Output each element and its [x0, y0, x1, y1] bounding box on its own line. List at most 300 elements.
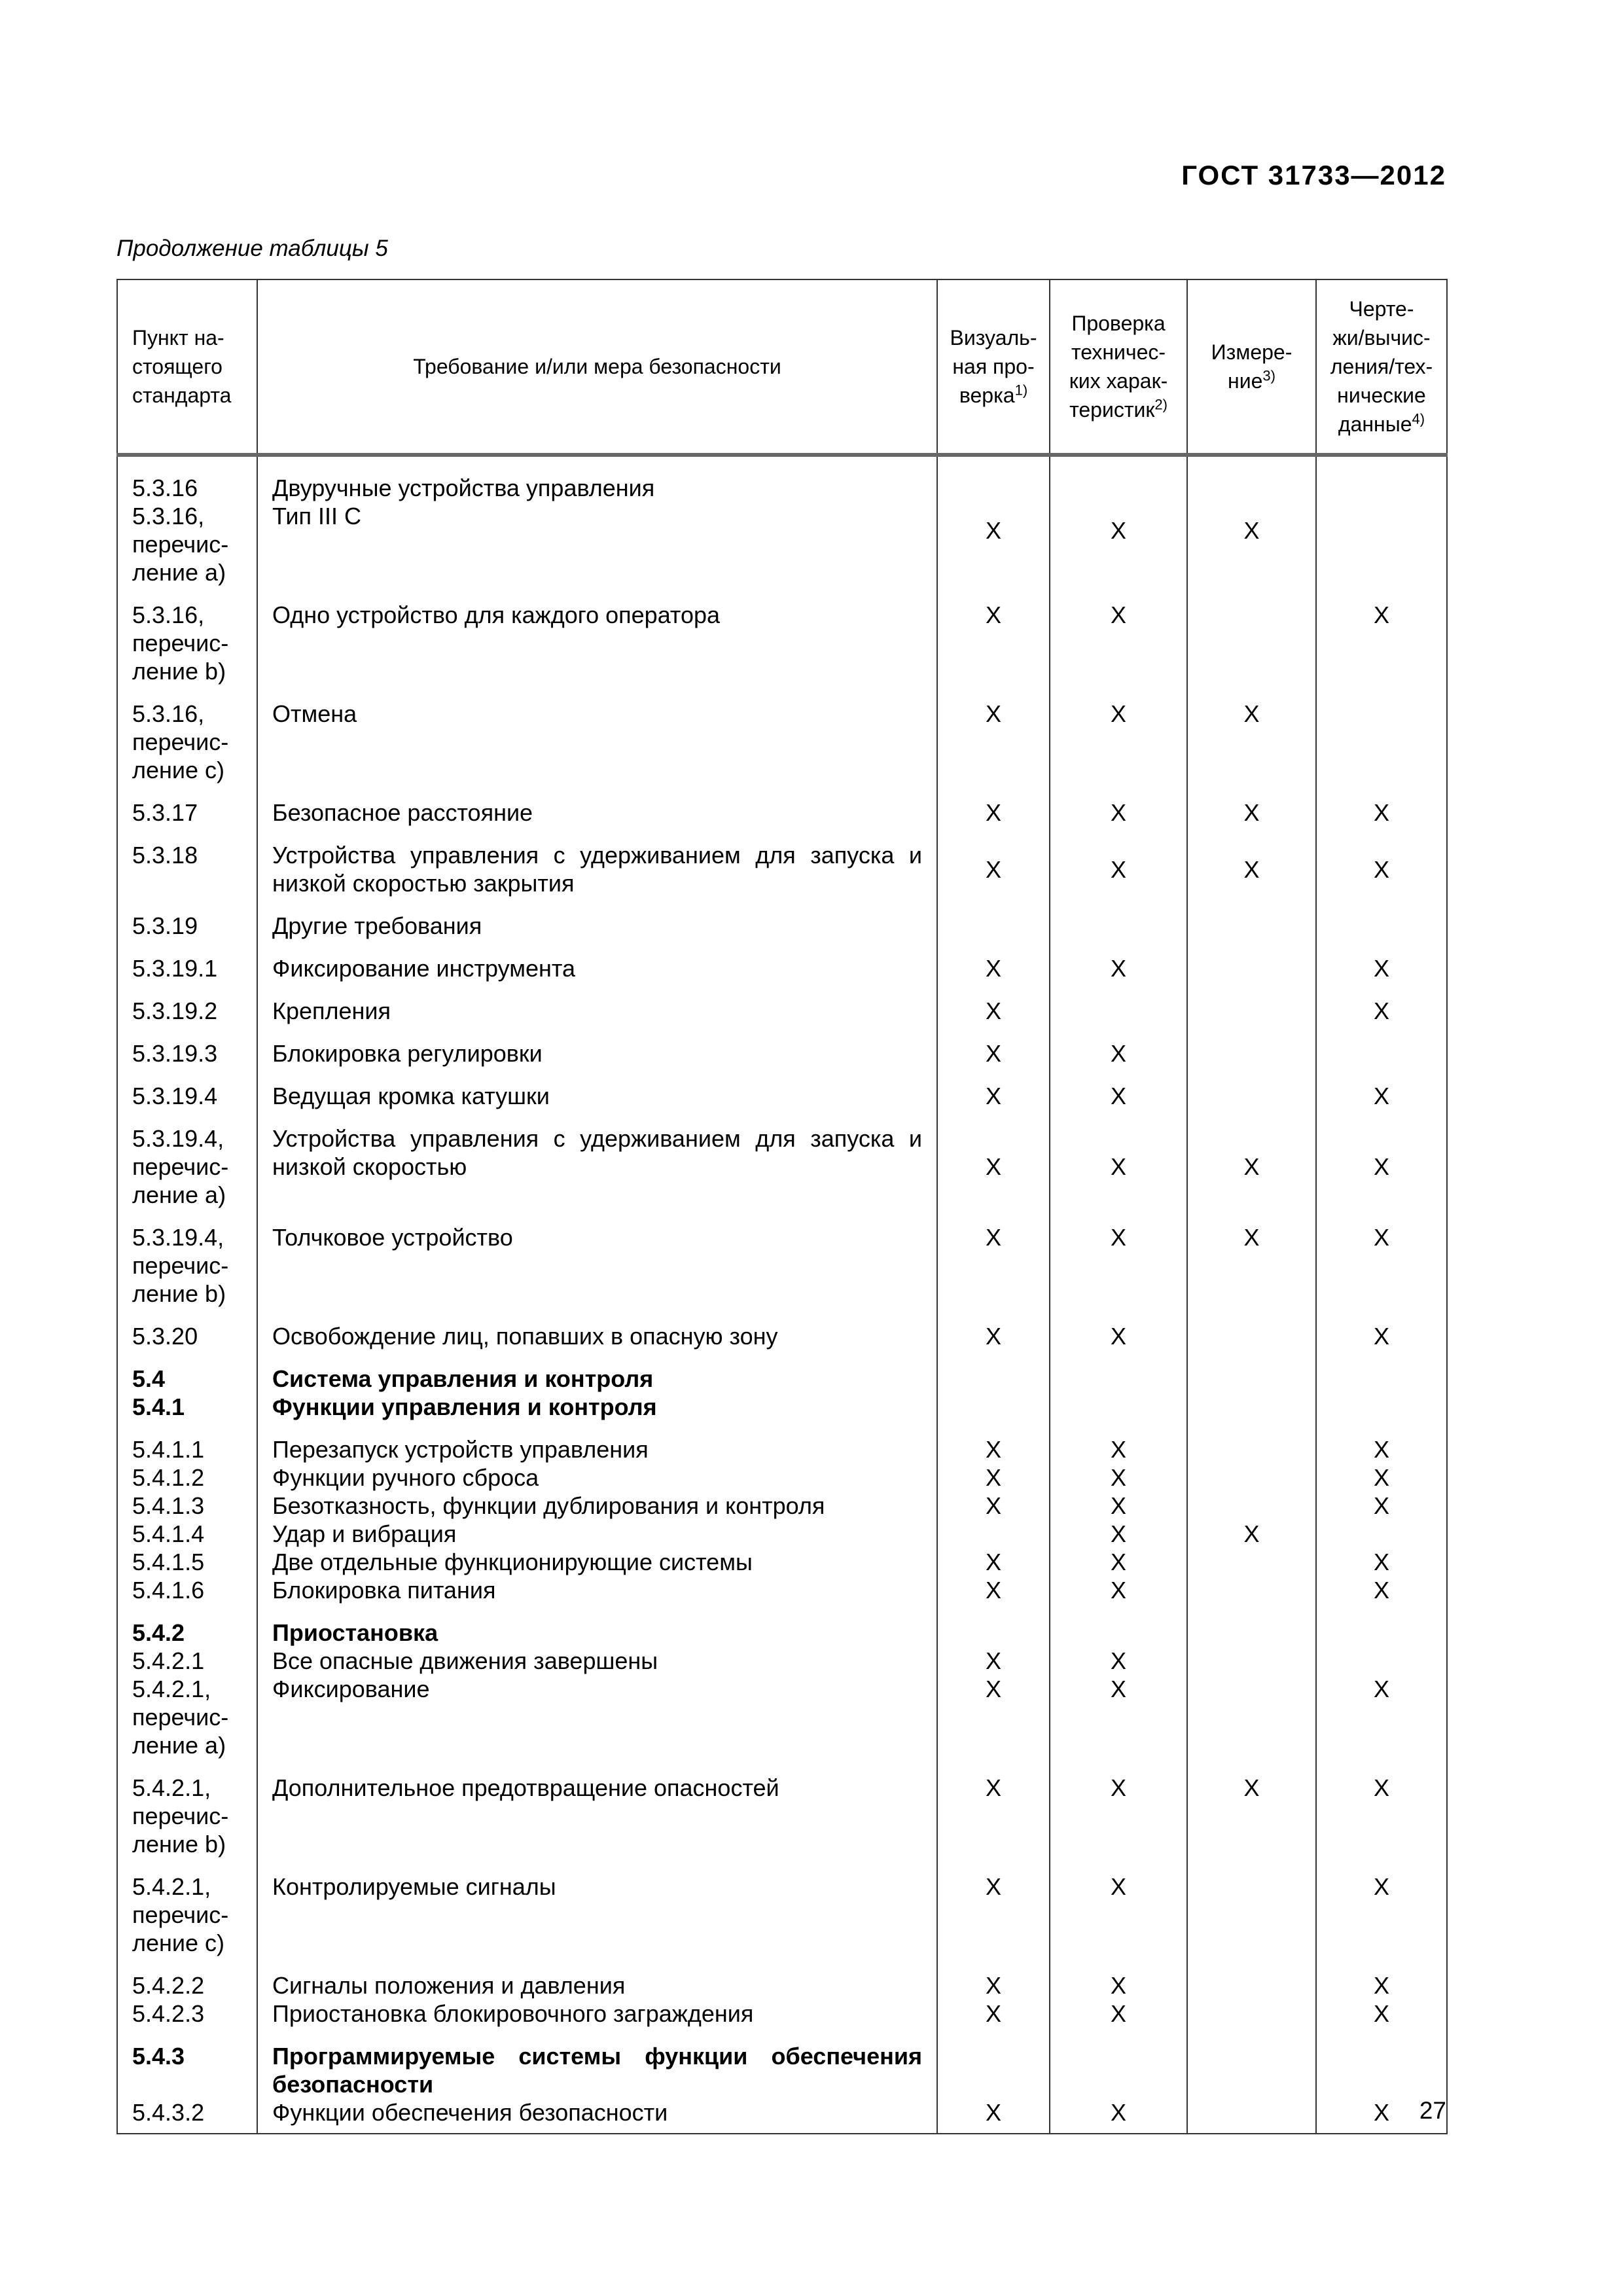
- mark-cell-c: X: [1050, 1314, 1187, 1357]
- header-measure-word: ние: [1228, 369, 1263, 393]
- clause-number: 5.4.2.2: [132, 1972, 205, 1999]
- mark-cell-c: [1050, 989, 1187, 1031]
- check-mark: X: [1373, 1577, 1389, 1604]
- mark-cell-d: X: [1316, 1314, 1447, 1357]
- mark-cell-d: X: [1316, 946, 1447, 989]
- mark-cell-m: [1187, 1074, 1316, 1117]
- clause-number: 5.3.16: [132, 475, 198, 501]
- requirement-text: Сигналы положения и давления: [272, 1972, 626, 1999]
- clause-number: ление а): [132, 1181, 226, 1208]
- header-visual-word: верка: [959, 384, 1015, 407]
- check-mark: [1188, 2070, 1315, 2098]
- table-caption: Продолжение таблицы 5: [116, 236, 388, 261]
- header-clause-line: стандарта: [132, 384, 232, 407]
- requirement-text: Удар и вибрация: [272, 1520, 457, 1547]
- clause-number: 5.4.2: [132, 1619, 185, 1646]
- requirement-cell: Безопасное расстояние: [257, 791, 937, 833]
- check-mark: X: [985, 1436, 1001, 1463]
- check-mark: [938, 1731, 1049, 1759]
- clause-number: 5.4.3.2: [132, 2099, 205, 2126]
- header-visual-line: Визуаль-: [950, 326, 1037, 350]
- mark-cell-m: X: [1187, 833, 1316, 904]
- table-row: [117, 989, 1447, 1031]
- check-mark: X: [985, 2099, 1001, 2126]
- header-tech-check: [1050, 279, 1187, 455]
- check-mark: X: [1373, 2099, 1389, 2126]
- clause-cell: [117, 2034, 257, 2134]
- mark-cell-v: X: [937, 833, 1050, 904]
- requirement-text: Функции обеспечения безопасности: [272, 2099, 668, 2126]
- clause-cell: [117, 946, 257, 989]
- clause-number: [132, 2070, 257, 2098]
- clause-number: ление b): [132, 658, 226, 685]
- mark-cell-d: X: [1316, 1215, 1447, 1314]
- clause-number: 5.4.2.1,: [132, 1774, 211, 1801]
- header-visual-line: ная про-: [952, 355, 1035, 378]
- requirement-cell: Толчковое устройство: [257, 1215, 937, 1314]
- clause-number: ление с): [132, 1929, 225, 1956]
- clause-cell: [117, 455, 257, 593]
- clause-cell: [117, 1074, 257, 1117]
- header-drawings: [1316, 279, 1447, 455]
- mark-cell-v: X: [937, 1117, 1050, 1215]
- mark-cell-d: X: [1316, 791, 1447, 833]
- clause-number: ление b): [132, 1831, 226, 1857]
- clause-cell: [117, 1031, 257, 1074]
- check-mark: [1188, 1548, 1315, 1576]
- header-clause: [117, 279, 257, 455]
- footnote-ref: 3): [1262, 367, 1275, 384]
- check-mark: [1188, 1647, 1315, 1675]
- check-mark: X: [1110, 1972, 1126, 1999]
- mark-cell-v: [937, 2034, 1050, 2134]
- mark-cell-c: X: [1050, 946, 1187, 989]
- header-tech-line: техничес-: [1071, 340, 1166, 364]
- clause-cell: [117, 791, 257, 833]
- clause-number: ление а): [132, 1732, 226, 1759]
- check-mark: [1317, 2042, 1446, 2070]
- requirement-text: Безотказность, функции дублирования и контроля: [272, 1492, 825, 1519]
- clause-cell: [117, 593, 257, 692]
- check-mark: [1050, 1731, 1186, 1759]
- check-mark: X: [985, 1549, 1001, 1575]
- mark-cell-d: [1316, 1611, 1447, 1766]
- table-row: [117, 1357, 1447, 1427]
- mark-cell-m: [1187, 1427, 1316, 1611]
- mark-cell-d: X: [1316, 1074, 1447, 1117]
- mark-cell-v: X: [937, 593, 1050, 692]
- check-mark: X: [1110, 1464, 1126, 1491]
- clause-number: перечис-: [132, 630, 229, 656]
- table-row: [117, 1964, 1447, 2034]
- clause-number: 5.3.16,: [132, 700, 205, 727]
- clause-number: 5.4.1.5: [132, 1549, 205, 1575]
- mark-cell-v: X: [937, 791, 1050, 833]
- check-mark: X: [1110, 1676, 1126, 1702]
- mark-cell-c: [1050, 904, 1187, 946]
- table-header-row: [117, 279, 1447, 455]
- mark-cell-m: X: [1187, 1215, 1316, 1314]
- requirement-text: Программируемые системы функции обеспечения безопасности: [272, 2043, 922, 2098]
- mark-cell-m: [1187, 1314, 1316, 1357]
- requirement-cell: [257, 1611, 937, 1766]
- mark-cell-c: [1050, 1964, 1187, 2034]
- requirement-text: Тип III С: [272, 503, 362, 529]
- mark-cell-m: [1187, 989, 1316, 1031]
- header-drawings-line: Черте-: [1349, 297, 1414, 321]
- check-mark: X: [985, 1972, 1001, 1999]
- table-row: [117, 455, 1447, 593]
- mark-cell-v: X: [937, 1215, 1050, 1314]
- check-mark: [938, 2070, 1049, 2098]
- mark-cell-m: [1187, 1865, 1316, 1964]
- check-mark: [938, 1619, 1049, 1647]
- requirement-text: [272, 1703, 922, 1731]
- mark-cell-d: [1316, 692, 1447, 791]
- check-mark: X: [1373, 1549, 1389, 1575]
- requirement-cell: Освобождение лиц, попавших в опасную зону: [257, 1314, 937, 1357]
- mark-cell-c: X: [1050, 1766, 1187, 1865]
- page-number: 27: [1419, 2097, 1446, 2124]
- check-mark: [1188, 1703, 1315, 1731]
- mark-cell-v: X: [937, 1031, 1050, 1074]
- mark-cell-d: [1316, 455, 1447, 593]
- mark-cell-d: [1316, 904, 1447, 946]
- check-mark: [1188, 1435, 1315, 1463]
- check-mark: [1188, 1675, 1315, 1703]
- mark-cell-c: X: [1050, 1215, 1187, 1314]
- clause-number: перечис-: [132, 1704, 229, 1731]
- clause-cell: [117, 1215, 257, 1314]
- mark-cell-c: X: [1050, 791, 1187, 833]
- table-row: [117, 946, 1447, 989]
- clause-number: 5.4.1.6: [132, 1577, 205, 1604]
- mark-cell-m: [1187, 904, 1316, 946]
- table-row: [117, 1031, 1447, 1074]
- requirement-cell: [257, 455, 937, 593]
- header-clause-line: Пункт на-: [132, 326, 224, 350]
- clause-number: перечис-: [132, 531, 229, 558]
- table-row: [117, 1766, 1447, 1865]
- clause-number: 5.4.2.1: [132, 1647, 205, 1674]
- check-mark: [1317, 1520, 1446, 1548]
- header-clause-line: стоящего: [132, 355, 223, 378]
- table-row: [117, 1314, 1447, 1357]
- check-mark: [1317, 1619, 1446, 1647]
- mark-cell-c: [1050, 1357, 1187, 1427]
- mark-cell-c: [1050, 2034, 1187, 2134]
- clause-number: 5.4.2.3: [132, 2000, 205, 2027]
- clause-number: 5.4.1.3: [132, 1492, 205, 1519]
- clause-number: ление с): [132, 757, 225, 783]
- table-row: [117, 692, 1447, 791]
- requirement-cell: Ведущая кромка катушки: [257, 1074, 937, 1117]
- clause-number: 5.4.1.4: [132, 1520, 205, 1547]
- mark-cell-d: X: [1316, 593, 1447, 692]
- mark-cell-m: X: [1187, 791, 1316, 833]
- mark-cell-v: X: [937, 1766, 1050, 1865]
- mark-cell-d: [1316, 1357, 1447, 1427]
- check-mark: [1050, 1619, 1186, 1647]
- clause-number: 5.3.19.4: [132, 1083, 218, 1109]
- clause-number: 5.3.16,: [132, 503, 205, 529]
- check-mark: [1050, 2070, 1186, 2098]
- check-mark: X: [1110, 1549, 1126, 1575]
- check-mark: [1050, 1703, 1186, 1731]
- clause-number: перечис-: [132, 728, 229, 755]
- mark-cell-d: [1316, 1031, 1447, 1074]
- requirement-cell: Другие требования: [257, 904, 937, 946]
- clause-cell: [117, 692, 257, 791]
- mark-cell-d: X: [1316, 1865, 1447, 1964]
- header-requirement: Требование и/или мера безопасности: [257, 279, 937, 455]
- mark-cell-m: [1187, 1031, 1316, 1074]
- check-mark: [1188, 1731, 1315, 1759]
- mark-cell-c: X: [1050, 1074, 1187, 1117]
- mark-cell-v: X: [937, 946, 1050, 989]
- mark-cell-m: [1187, 1357, 1316, 1427]
- check-mark: X: [1110, 2000, 1126, 2027]
- check-mark: [938, 2042, 1049, 2070]
- mark-cell-d: X: [1316, 1117, 1447, 1215]
- requirement-cell: [257, 1964, 937, 2034]
- mark-cell-v: [937, 904, 1050, 946]
- document-code: ГОСТ 31733—2012: [1181, 160, 1446, 190]
- mark-cell-v: [937, 1357, 1050, 1427]
- check-mark: X: [1110, 1520, 1126, 1547]
- mark-cell-c: X: [1050, 833, 1187, 904]
- table-row: [117, 791, 1447, 833]
- mark-cell-v: [937, 1611, 1050, 1766]
- mark-cell-v: X: [937, 1314, 1050, 1357]
- clause-cell: [117, 904, 257, 946]
- check-mark: [938, 1703, 1049, 1731]
- mark-cell-v: [937, 1427, 1050, 1611]
- requirement-cell: Фиксирование инструмента: [257, 946, 937, 989]
- requirement-text: Система управления и контроля: [272, 1365, 654, 1392]
- table-row: [117, 2034, 1447, 2134]
- clause-number: 5.3.19: [132, 912, 198, 939]
- clause-number: 5.3.19.1: [132, 955, 218, 982]
- check-mark: [1317, 2070, 1446, 2098]
- check-mark: [1188, 1576, 1315, 1604]
- clause-cell: [117, 1766, 257, 1865]
- table-row: [117, 1215, 1447, 1314]
- mark-cell-c: X: [1050, 1117, 1187, 1215]
- table-row: [117, 1865, 1447, 1964]
- mark-cell-c: [1050, 1611, 1187, 1766]
- table-row: [117, 1117, 1447, 1215]
- clause-number: перечис-: [132, 1901, 229, 1928]
- requirement-cell: Устройства управления с удерживанием для запуска и низкой скоростью: [257, 1117, 937, 1215]
- header-drawings-word: данные: [1338, 412, 1412, 436]
- requirement-cell: Контролируемые сигналы: [257, 1865, 937, 1964]
- header-measure-line: [1192, 367, 1311, 395]
- requirement-cell: Одно устройство для каждого оператора: [257, 593, 937, 692]
- requirement-text: Функции ручного сброса: [272, 1464, 539, 1491]
- check-mark: [1188, 1463, 1315, 1492]
- check-mark: [938, 1520, 1049, 1548]
- clause-number: 5.4.3: [132, 2043, 185, 2070]
- mark-cell-m: X: [1187, 1117, 1316, 1215]
- clause-number: перечис-: [132, 1252, 229, 1279]
- check-mark: X: [1110, 1492, 1126, 1519]
- mark-cell-c: X: [1050, 1865, 1187, 1964]
- table-row: [117, 593, 1447, 692]
- check-mark: X: [1110, 2099, 1126, 2126]
- header-drawings-line: жи/вычис-: [1332, 326, 1431, 350]
- check-mark: [1188, 2000, 1315, 2028]
- check-mark: X: [1373, 1436, 1389, 1463]
- clause-number: 5.4: [132, 1365, 166, 1392]
- mark-cell-m: [1187, 1611, 1316, 1766]
- table-row: [117, 1074, 1447, 1117]
- requirement-text: Приостановка блокировочного заграждения: [272, 2000, 754, 2027]
- clause-number: 5.3.19.3: [132, 1040, 218, 1067]
- check-mark: X: [985, 1676, 1001, 1702]
- footnote-ref: 4): [1412, 410, 1425, 427]
- requirement-text: Фиксирование: [272, 1676, 430, 1702]
- mark-cell-v: X: [937, 455, 1050, 593]
- check-mark: [1188, 2042, 1315, 2070]
- clause-number: перечис-: [132, 1153, 229, 1180]
- clause-cell: [117, 989, 257, 1031]
- mark-cell-m: [1187, 2034, 1316, 2134]
- header-tech-word: теристик: [1069, 398, 1155, 422]
- mark-cell-d: [1316, 1964, 1447, 2034]
- mark-cell-c: X: [1050, 692, 1187, 791]
- mark-cell-c: X: [1050, 455, 1187, 593]
- header-measure-line: Измере-: [1211, 340, 1293, 364]
- clause-cell: [117, 1611, 257, 1766]
- requirement-cell: Крепления: [257, 989, 937, 1031]
- requirement-text: Две отдельные функционирующие системы: [272, 1549, 753, 1575]
- clause-cell: [117, 1865, 257, 1964]
- clause-cell: [117, 1964, 257, 2034]
- header-measurement: [1187, 279, 1316, 455]
- check-mark: X: [1110, 1647, 1126, 1674]
- check-mark: X: [1373, 1492, 1389, 1519]
- clause-number: перечис-: [132, 1803, 229, 1829]
- requirement-text: Приостановка: [272, 1619, 438, 1646]
- mark-cell-v: X: [937, 1865, 1050, 1964]
- header-tech-line: Проверка: [1071, 312, 1166, 335]
- footnote-ref: 1): [1014, 382, 1028, 399]
- clause-cell: [117, 1357, 257, 1427]
- requirement-cell: Устройства управления с удерживанием для запуска и низкой скоростью закрытия: [257, 833, 937, 904]
- requirement-cell: [257, 1357, 937, 1427]
- requirement-text: [272, 1731, 922, 1759]
- mark-cell-d: X: [1316, 989, 1447, 1031]
- requirement-text: Блокировка питания: [272, 1577, 496, 1604]
- check-mark: X: [1373, 1676, 1389, 1702]
- header-drawings-line: [1321, 410, 1442, 439]
- requirements-table: [116, 279, 1448, 2134]
- clause-number: ление b): [132, 1280, 226, 1307]
- check-mark: X: [985, 2000, 1001, 2027]
- table-row: [117, 833, 1447, 904]
- mark-cell-d: [1316, 1427, 1447, 1611]
- check-mark: [1317, 1703, 1446, 1731]
- header-visual-check: [937, 279, 1050, 455]
- mark-cell-m: [1187, 593, 1316, 692]
- clause-number: 5.4.1.1: [132, 1436, 205, 1463]
- mark-cell-c: X: [1050, 1031, 1187, 1074]
- check-mark: X: [1373, 2000, 1389, 2027]
- table-row: [117, 1611, 1447, 1766]
- header-drawings-line: нические: [1337, 384, 1426, 407]
- clause-number: 5.3.17: [132, 799, 198, 826]
- requirement-cell: [257, 1427, 937, 1611]
- check-mark: X: [1110, 1436, 1126, 1463]
- requirement-text: Перезапуск устройств управления: [272, 1436, 649, 1463]
- requirement-text: Двуручные устройства управления: [272, 475, 655, 501]
- clause-cell: [117, 1427, 257, 1611]
- mark-cell-m: X: [1187, 1766, 1316, 1865]
- check-mark: [1317, 1647, 1446, 1675]
- check-mark: X: [985, 1464, 1001, 1491]
- header-tech-line: ких харак-: [1069, 369, 1168, 393]
- requirement-cell: Отмена: [257, 692, 937, 791]
- check-mark: [1317, 1731, 1446, 1759]
- check-mark: X: [1373, 1972, 1389, 1999]
- check-mark: X: [1373, 1464, 1389, 1491]
- requirement-cell: [257, 2034, 937, 2134]
- check-mark: [1188, 1619, 1315, 1647]
- clause-cell: [117, 833, 257, 904]
- mark-cell-c: X: [1050, 593, 1187, 692]
- clause-number: 5.4.2.1,: [132, 1873, 211, 1900]
- mark-cell-v: X: [937, 989, 1050, 1031]
- mark-cell-m: X: [1187, 455, 1316, 593]
- requirement-text: Все опасные движения завершены: [272, 1647, 658, 1674]
- clause-number: 5.3.16,: [132, 601, 205, 628]
- mark-cell-v: X: [937, 1074, 1050, 1117]
- mark-cell-m: [1187, 946, 1316, 989]
- header-drawings-line: ления/тех-: [1330, 355, 1433, 378]
- header-tech-line: [1054, 395, 1183, 424]
- clause-cell: [117, 1117, 257, 1215]
- clause-number: 5.3.19.4,: [132, 1125, 224, 1152]
- clause-number: 5.4.2.1,: [132, 1676, 211, 1702]
- check-mark: X: [1110, 1577, 1126, 1604]
- header-visual-line: [942, 381, 1045, 410]
- clause-cell: [117, 1314, 257, 1357]
- check-mark: X: [1243, 1520, 1260, 1547]
- mark-cell-c: [1050, 1427, 1187, 1611]
- mark-cell-m: X: [1187, 692, 1316, 791]
- mark-cell-v: [937, 1964, 1050, 2034]
- table-row: [117, 904, 1447, 946]
- clause-number: 5.4.1.2: [132, 1464, 205, 1491]
- mark-cell-d: X: [1316, 1766, 1447, 1865]
- check-mark: X: [985, 1577, 1001, 1604]
- clause-number: ление а): [132, 559, 226, 586]
- clause-number: 5.4.1: [132, 1393, 185, 1420]
- check-mark: [1188, 1971, 1315, 2000]
- clause-number: 5.3.18: [132, 842, 198, 869]
- mark-cell-m: [1187, 1964, 1316, 2034]
- requirement-text: Функции управления и контроля: [272, 1393, 657, 1420]
- requirement-cell: Дополнительное предотвращение опасностей: [257, 1766, 937, 1865]
- table-body: [117, 455, 1447, 2134]
- mark-cell-v: X: [937, 692, 1050, 791]
- check-mark: [1188, 1492, 1315, 1520]
- check-mark: [1050, 2042, 1186, 2070]
- mark-cell-d: X: [1316, 833, 1447, 904]
- requirement-cell: Блокировка регулировки: [257, 1031, 937, 1074]
- check-mark: [1188, 2098, 1315, 2126]
